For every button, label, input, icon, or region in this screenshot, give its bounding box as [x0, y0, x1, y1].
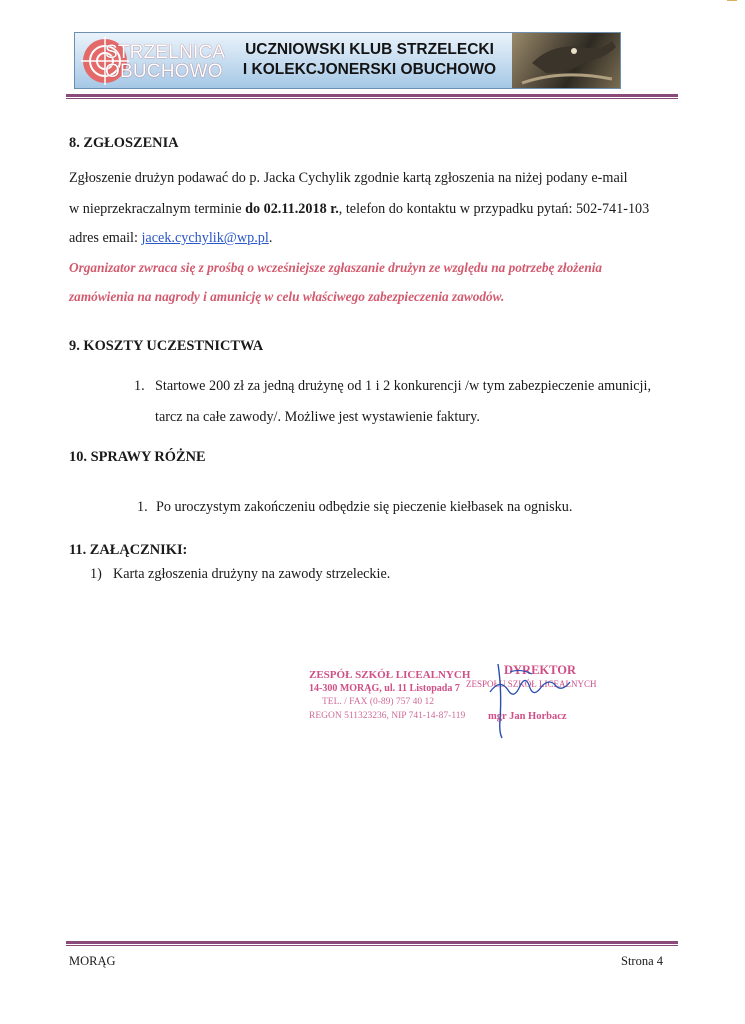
stamp-regon: REGON 511323236, NIP 741-14-87-119 — [309, 711, 466, 721]
section-10-item-number: 1. — [137, 499, 148, 515]
stamp-school-name: ZESPÓŁ SZKÓŁ LICEALNYCH — [309, 669, 471, 681]
footer-city: MORĄG — [69, 954, 116, 968]
header-photo — [512, 33, 620, 88]
footer-rule-thin — [66, 945, 678, 946]
header-rule — [66, 94, 678, 97]
logo-text-line2: OBUCHOWO — [105, 61, 223, 82]
stamp-address: 14-300 MORĄG, ul. 11 Listopada 7 — [309, 683, 460, 694]
section-8-line2 — [69, 200, 649, 218]
email-suffix: . — [268, 230, 273, 246]
section-11-item-text: Karta zgłoszenia drużyny na zawody strzeleckie. — [113, 566, 391, 582]
footer-page-number: Strona 4 — [621, 954, 664, 968]
section-10-item-text: Po uroczystym zakończeniu odbędzie się pieczenie kiełbasek na ognisku. — [156, 499, 573, 515]
stamp-director-school: ZESPOŁU SZKÓŁ LICEALNYCH — [466, 679, 597, 689]
section-8-email-line — [69, 229, 272, 247]
club-title-line1: UCZNIOWSKI KLUB STRZELECKI — [245, 41, 494, 58]
scan-mark — [727, 0, 737, 1]
deadline-date: do 02.11.2018 r. — [245, 201, 339, 217]
section-8-line1: Zgłoszenie drużyn podawać do p. Jacka Cychylik zgodnie kartą zgłoszenia na niżej podany e-mail — [69, 170, 628, 186]
stamp-director-name: mgr Jan Horbacz — [488, 711, 567, 722]
club-title — [227, 40, 512, 80]
stamp-director-title: DYREKTOR — [504, 663, 577, 677]
section-11-item-number: 1) — [90, 566, 102, 582]
section-9-item-line2: tarcz na całe zawody/. Możliwe jest wystawienie faktury. — [155, 409, 480, 425]
section-11-heading: 11. ZAŁĄCZNIKI: — [69, 542, 188, 558]
notice-line1: Organizator zwraca się z prośbą o wcześniejsze zgłaszanie drużyn ze względu na potrzebę złożenia — [69, 260, 603, 275]
club-title-line2: I KOLEKCJONERSKI OBUCHOWO — [242, 61, 497, 78]
header-banner — [74, 32, 621, 89]
section-8-heading: 8. ZGŁOSZENIA — [69, 135, 179, 151]
bird-photo-icon — [512, 33, 620, 88]
section-9-item-number: 1. — [134, 378, 145, 394]
header-rule-thin — [66, 98, 678, 99]
section-9-item-line1: Startowe 200 zł za jedną drużynę od 1 i 2 konkurencji /w tym zabezpieczenie amunicji, — [155, 378, 651, 394]
email-label: adres email: — [69, 230, 142, 246]
signature-icon — [480, 660, 575, 740]
line2-post: , telefon do kontaktu w przypadku pytań: 502-741-103 — [338, 201, 650, 217]
email-link[interactable]: jacek.cychylik@wp.pl — [141, 230, 269, 246]
logo-text-line1: STRZELNICA — [105, 42, 226, 63]
notice-line2: zamówienia na nagrody i amunicję w celu właściwego zabezpieczenia zawodów. — [69, 289, 505, 304]
footer-rule — [66, 941, 678, 944]
stamp-phone: TEL. / FAX (0-89) 757 40 12 — [322, 697, 434, 707]
section-10-heading: 10. SPRAWY RÓŻNE — [69, 449, 206, 465]
club-logo — [79, 35, 224, 87]
line2-pre: w nieprzekraczalnym terminie — [69, 201, 246, 217]
section-9-heading: 9. KOSZTY UCZESTNICTWA — [69, 338, 264, 354]
